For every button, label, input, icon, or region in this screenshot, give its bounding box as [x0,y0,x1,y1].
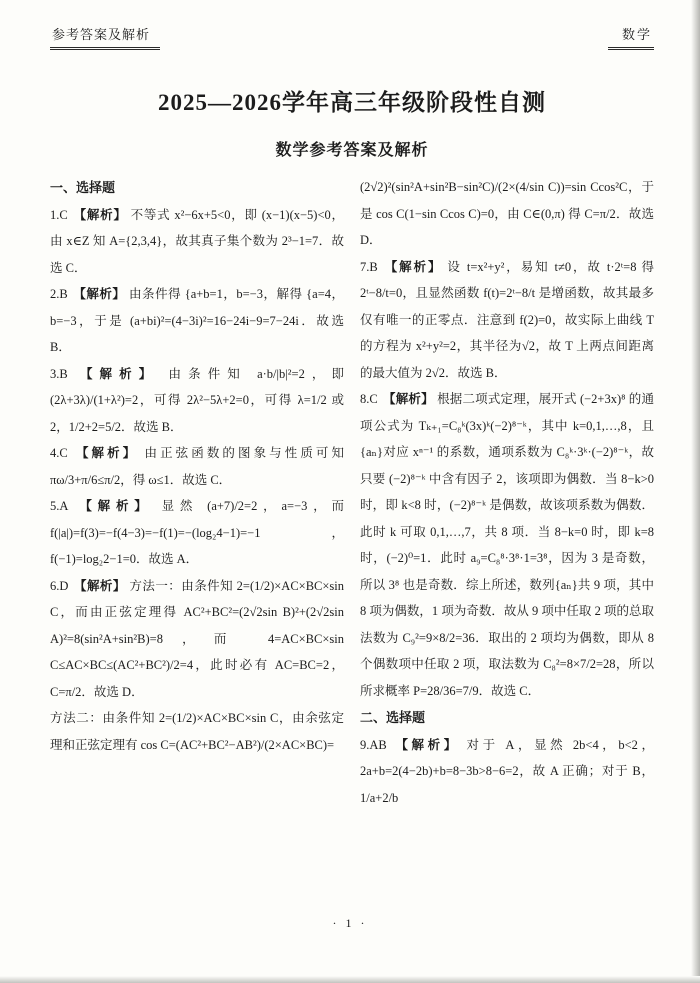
item-text: (2√2)²(sin²A+sin²B−sin²C)/(2×(4/sin C))=sin Ccos²C，于是 cos C(1−sin Ccos C)=0，由 C∈(0,π) 得 C=π/2．故选 D． [360,180,654,247]
solution-item-6-method2 [50,705,344,758]
item-text: 方法二：由条件知 2=(1/2)×AC×BC×sin C，由余弦定理和正弦定理有 cos C=(AC²+BC²−AB²)/(2×AC×BC)= [50,711,344,752]
solution-item-8 [360,386,654,704]
solution-item-1 [50,202,344,282]
item-text: 根据二项式定理，展开式 (−2+3x)⁸ 的通项公式为 Tₖ₊₁=C₈ᵏ(3x)ᵏ(−2)⁸⁻ᵏ，其中 k=0,1,…,8，且{aₙ}对应 xⁿ⁻¹ 的系数，通项系数为 C₈ᵏ·3ᵏ·(−2)⁸⁻ᵏ，故只要 (−2)⁸⁻ᵏ 中含有因子 2，该项即为偶数．当 8−k>0 时，即 k<8 时，(−2)⁸⁻ᵏ 是偶数，故该项系数为偶数．此时 k 可取 0,1,…,7，共 8 项．当 8−k=0 时，即 k=8 时，(−2)⁰=1．此时 a₉=C₈⁸·3⁸·1=3⁸，因为 3 是奇数，所以 3⁸ 也是奇数．综上所述，数列{aₙ}共 9 项，其中 8 项为偶数，1 项为奇数．故从 9 项中任取 2 项的总取法数为 C₉²=9×8/2=36．取出的 2 项均为偶数，即从 8 个偶数项中任取 2 项，取法数为 C₈²=8×7/2=28，所以所求概率 P=28/36=7/9．故选 C． [360,392,654,698]
item-text: 设 t=x²+y²，易知 t≠0，故 t·2ᵗ=8 得 2ᵗ−8/t=0，且显然函数 f(t)=2ᵗ−8/t 是增函数，故其最多仅有唯一的正零点．注意到 f(2)=0，故实际上曲线 T 的方程为 x²+y²=2，其半径为√2，故 T 上两点间距离的最大值为 2√2．故选 B． [360,259,654,380]
item-text: 不等式 x²−6x+5<0，即 (x−1)(x−5)<0，由 x∈Z 知 A={2,3,4}，故其真子集个数为 2³−1=7．故选 C． [50,207,345,275]
item-text: 由条件知 a·b/|b|²=2，即 (2λ+3λ)/(1+λ²)=2，可得 2λ²−5λ+2=0，可得 λ=1/2 或 2，1/2+2=5/2．故选 B． [50,366,344,434]
analysis-label: 【解析】 [79,366,159,381]
item-number: 9.AB [360,737,387,752]
solution-item-3 [50,361,344,441]
scan-edge-bottom [0,976,700,983]
analysis-label: 【解析】 [79,499,153,514]
item-number: 3.B [50,366,68,381]
analysis-label: 【解析】 [73,207,127,222]
item-text: 显然 (a+7)/2=2，a=−3，而 f(|a|)=f(3)=−f(4−3)=−f(1)=−(log₂4−1)=−1，f(−1)=log₂2−1=0．故选 A． [50,499,345,567]
header-right-text: 数学 [608,24,654,50]
analysis-label: 【解析】 [75,446,139,461]
solution-item-4 [50,440,344,493]
analysis-label: 【解析】 [73,287,126,302]
item-number: 2.B [50,287,68,302]
analysis-label: 【解析】 [74,578,126,593]
page-number: · 1 · [332,916,368,930]
document-title: 2025—2026学年高三年级阶段性自测 [158,90,546,115]
document-subtitle: 数学参考答案及解析 [275,142,429,159]
item-text: 方法一：由条件知 2=(1/2)×AC×BC×sin C，而由正弦定理得 AC²+BC²=(2√2sin B)²+(2√2sin A)²=8(sin²A+sin²B)=8，而 4=AC×BC×sin C≤AC×BC≤(AC²+BC²)/2=4，此时必有 AC=BC=2，C=π/2．故选 D． [50,578,345,699]
analysis-label: 【解析】 [384,259,443,274]
solution-item-2 [50,281,344,361]
item-number: 7.B [360,259,378,274]
header-left-text: 参考答案及解析 [50,24,160,50]
analysis-label: 【解析】 [383,392,434,406]
item-number: 8.C [360,392,378,406]
section-1-heading: 一、选择题 [50,180,116,195]
item-number: 4.C [50,446,68,461]
solution-item-5 [50,493,344,573]
scan-edge-right [691,0,700,983]
solution-item-9 [360,732,654,812]
page-header [50,24,654,50]
item-number: 5.A [50,499,69,514]
solution-item-7 [360,254,654,387]
content-columns [50,174,654,811]
item-number: 1.C [50,207,68,222]
item-text: 由正弦函数的图象与性质可知 πω/3+π/6≤π/2，得 ω≤1．故选 C． [50,446,345,487]
section-2-heading: 二、选择题 [360,710,426,725]
item-text: 对于 A，显然 2b<4，b<2，2a+b=2(4−2b)+b=8−3b>8−6=2，故 A 正确；对于 B，1/a+2/b [360,737,655,805]
item-number: 6.D [50,578,69,593]
left-column [50,174,344,811]
analysis-label: 【解析】 [395,737,460,752]
item-text: 由条件得 {a+b=1，b=−3，解得 {a=4，b=−3，于是 (a+bi)²=(4−3i)²=16−24i−9=7−24i．故选 B． [50,287,344,355]
solution-item-6-continued [360,174,654,254]
solution-item-6 [50,573,344,706]
right-column [360,174,654,811]
